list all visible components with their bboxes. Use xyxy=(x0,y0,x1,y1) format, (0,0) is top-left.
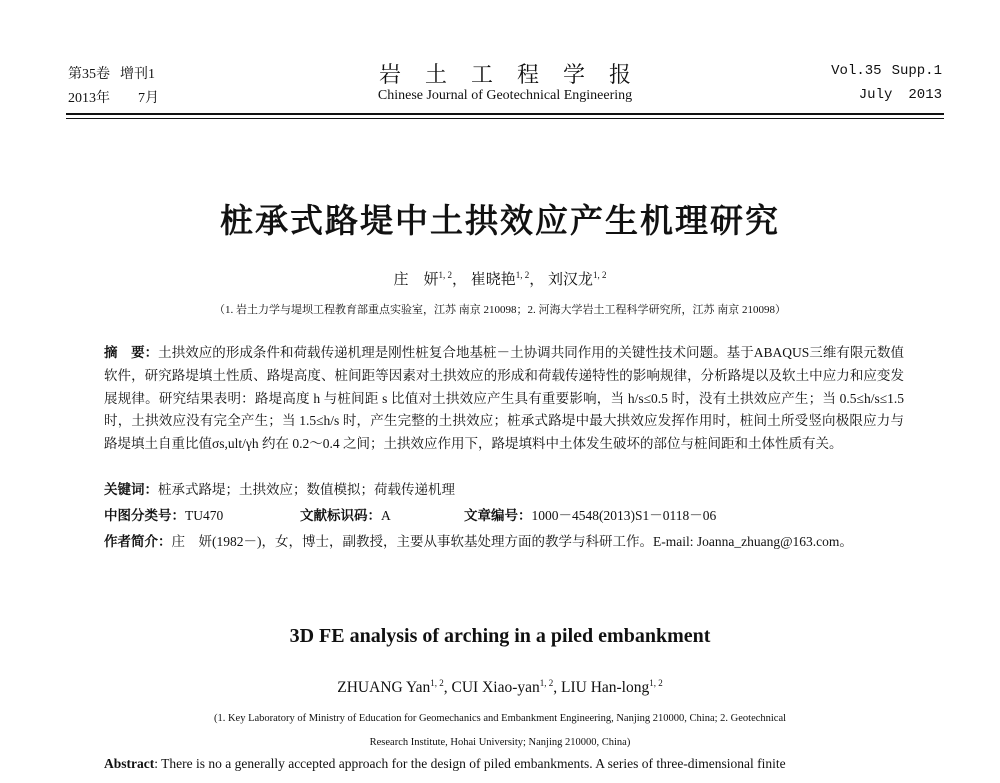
journal-header xyxy=(68,60,942,112)
author-sep: ， xyxy=(451,272,467,288)
author-name: CUI Xiao-yan xyxy=(451,679,540,697)
author-name: ZHUANG Yan xyxy=(337,679,431,697)
classification-line xyxy=(104,504,904,524)
author-aff: 1, 2 xyxy=(593,270,607,280)
author-cn-1 xyxy=(393,272,467,288)
article-no-field xyxy=(464,504,716,524)
paper-title-cn: 桩承式路堤中土拱效应产生机理研究 xyxy=(220,201,780,240)
author-cn-3 xyxy=(548,272,607,288)
author-cn-2 xyxy=(471,272,545,288)
author-aff: 1, 2 xyxy=(438,270,452,280)
paper-title-en: 3D FE analysis of arching in a piled embankment xyxy=(289,625,711,647)
authors-cn xyxy=(0,268,1000,289)
abstract-cn-label: 摘 要： xyxy=(104,345,159,361)
header-month: 7月 xyxy=(138,91,159,106)
clc-label: 中图分类号： xyxy=(104,508,185,524)
journal-title-cn: 岩土工程学报 xyxy=(378,62,655,87)
author-name: LIU Han-long xyxy=(561,679,650,697)
article-no-value: 1000－4548(2013)S1－0118－06 xyxy=(531,508,717,523)
doc-code-value: A xyxy=(381,508,391,523)
author-name: 庄 妍 xyxy=(393,272,439,288)
author-aff: 1, 2 xyxy=(649,678,663,688)
header-month-en: July xyxy=(858,87,893,103)
keywords-cn-label: 关键词： xyxy=(104,482,158,498)
author-en-3 xyxy=(561,679,663,696)
keywords-cn-text: 桩承式路堤；土拱效应；数值模拟；荷载传递机理 xyxy=(158,482,455,497)
author-sep: , xyxy=(553,679,561,697)
affiliation-cn: （1. 岩土力学与堤坝工程教育部重点实验室，江苏 南京 210098；2. 河海大学岩土工程科学研究所，江苏 南京 210098） xyxy=(214,304,786,316)
author-sep: ， xyxy=(529,272,545,288)
header-vol-en-line xyxy=(831,63,942,79)
abstract-en xyxy=(104,756,904,772)
author-bio xyxy=(104,530,904,554)
header-supp-en: Supp.1 xyxy=(891,63,942,79)
keywords-cn xyxy=(104,478,904,498)
author-name: 崔晓艳 xyxy=(470,272,516,288)
abstract-cn-text: 土拱效应的形成条件和荷载传递机理是刚性桩复合地基桩－土协调共同作用的关键性技术问题。基于ABAQUS三维有限元数值软件，研究路堤填土性质、路堤高度、桩间距等因素对土拱效应的形成和荷载传递特性的影响规律，分析路堤以及软土中应力和应变发展规律。研究结果表明：路堤高度 h 与桩间距 s 比值对土拱效应产生具有重要影响，当 h/s≤0.5 时，没有土拱效应产生；当 0.5≤h/s≤1.5 时，土拱效应没有完全产生；当 1.5≤h/s 时，产生完整的土拱效应；桩承式路堤中最大拱效应发挥作用时，桩间土所受竖向极限应力与路堤填土自重比值σs,ult/γh 约在 0.2～0.4 之间；土拱效应作用下，路堤填料中土体发生破坏的部位与桩间距和土体性质有关。 xyxy=(104,345,905,452)
author-aff: 1, 2 xyxy=(430,678,444,688)
affiliation-en xyxy=(0,707,1000,755)
clc-field xyxy=(104,504,300,524)
clc-value: TU470 xyxy=(185,508,224,523)
abstract-cn xyxy=(104,342,904,456)
header-volume: 第35卷 xyxy=(68,67,110,82)
doc-code-label: 文献标识码： xyxy=(300,508,381,524)
header-year-en: 2013 xyxy=(908,87,942,103)
header-date-en-line xyxy=(859,87,942,103)
author-sep: , xyxy=(443,679,452,697)
author-bio-text: 庄 妍(1982－)，女，博士，副教授，主要从事软基处理方面的教学与科研工作。E-mail: Joanna_zhuang@163.com。 xyxy=(171,534,853,549)
journal-title-en: Chinese Journal of Geotechnical Engineering xyxy=(377,88,633,103)
header-year: 2013年 xyxy=(68,91,110,106)
header-vol-en: Vol.35 xyxy=(831,63,882,79)
header-rule-thick xyxy=(66,113,944,115)
affiliation-en-line-1: (1. Key Laboratory of Ministry of Education for Geomechanics and Embankment Engineering, Nanjing 210000, China; 2. Geotechnical xyxy=(213,713,787,724)
abstract-en-label: Abstract xyxy=(104,756,155,771)
header-supplement: 增刊1 xyxy=(120,67,155,82)
authors-en xyxy=(0,678,1000,697)
author-name: 刘汉龙 xyxy=(548,272,594,288)
article-no-label: 文章编号： xyxy=(464,508,532,524)
author-en-1 xyxy=(337,679,451,696)
abstract-en-text: : There is no a generally accepted approach for the design of piled embankments. A series of three-dimensional finite xyxy=(154,756,786,771)
author-aff: 1, 2 xyxy=(539,678,554,688)
header-rule-thin xyxy=(66,118,944,119)
author-bio-label: 作者简介： xyxy=(104,534,172,550)
doc-code-field xyxy=(300,504,464,524)
author-aff: 1, 2 xyxy=(515,270,530,280)
author-en-2 xyxy=(452,679,562,696)
affiliation-en-line-2: Research Institute, Hohai University; Nanjing 210000, China) xyxy=(369,737,631,748)
